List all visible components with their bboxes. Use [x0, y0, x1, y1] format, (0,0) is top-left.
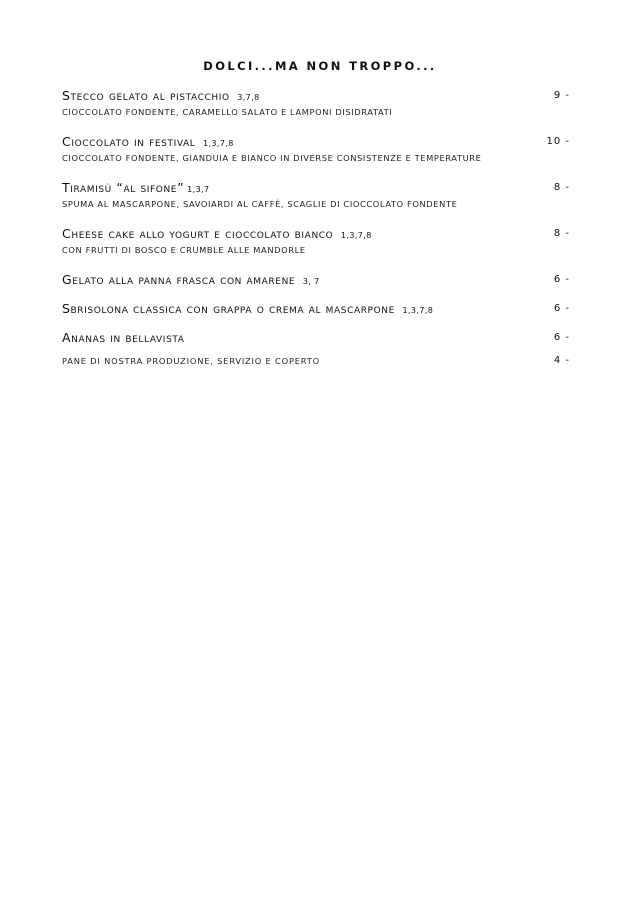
menu-item — [62, 181, 572, 210]
item-description: SPUMA AL MASCARPONE, SAVOIARDI AL CAFFÈ, SCAGLIE DI CIOCCOLATO FONDENTE — [62, 199, 458, 209]
item-allergens: 3, 7 — [302, 277, 320, 286]
item-price: 9 - — [553, 90, 570, 101]
item-name: Ananas in bellavista — [62, 330, 185, 345]
menu-title: DOLCI...MA NON TROPPO... — [203, 59, 437, 73]
item-name-line — [62, 181, 572, 197]
item-allergens: 3,7,8 — [237, 93, 260, 102]
item-allergens: 1,3,7,8 — [340, 231, 372, 240]
item-allergens: 1,3,7,8 — [202, 139, 234, 148]
dessert-list — [62, 89, 572, 358]
item-name: Stecco gelato al pistacchio — [62, 88, 230, 103]
item-name: Gelato alla panna frasca con amarene — [62, 272, 296, 287]
item-name-line — [62, 227, 572, 243]
cover-charge-price: 4 - — [553, 355, 570, 366]
menu-item — [62, 302, 572, 318]
item-price: 6 - — [553, 332, 570, 343]
item-allergens: 1,3,7 — [187, 185, 210, 194]
item-price: 10 - — [546, 136, 570, 147]
menu-item — [62, 227, 572, 256]
item-price: 8 - — [553, 182, 570, 193]
cover-charge-label: PANE DI NOSTRA PRODUZIONE, SERVIZIO E COPERTO — [62, 356, 320, 366]
item-name-line — [62, 135, 572, 151]
item-price: 6 - — [553, 274, 570, 285]
item-name: Sbrisolona classica con grappa o crema al mascarpone — [62, 301, 395, 316]
item-name-line — [62, 273, 572, 289]
menu-item — [62, 89, 572, 118]
item-name: Cioccolato in festival — [62, 134, 196, 149]
item-name: Tiramisù “al sifone” — [62, 180, 185, 195]
item-price: 6 - — [553, 303, 570, 314]
item-name-line — [62, 89, 572, 105]
cover-charge-line — [62, 356, 572, 366]
item-name: Cheese cake allo yogurt e cioccolato bianco — [62, 226, 334, 241]
item-description: CIOCCOLATO FONDENTE, CARAMELLO SALATO E LAMPONI DISIDRATATI — [62, 107, 393, 117]
item-name-line — [62, 331, 572, 345]
menu-item — [62, 331, 572, 345]
item-name-line — [62, 302, 572, 318]
menu-item — [62, 273, 572, 289]
item-description: CIOCCOLATO FONDENTE, GIANDUIA E BIANCO IN DIVERSE CONSISTENZE E TEMPERATURE — [62, 153, 482, 163]
menu-item — [62, 135, 572, 164]
item-allergens: 1,3,7,8 — [402, 306, 434, 315]
item-description: CON FRUTTI DI BOSCO E CRUMBLE ALLE MANDORLE — [62, 245, 306, 255]
item-price: 8 - — [553, 228, 570, 239]
